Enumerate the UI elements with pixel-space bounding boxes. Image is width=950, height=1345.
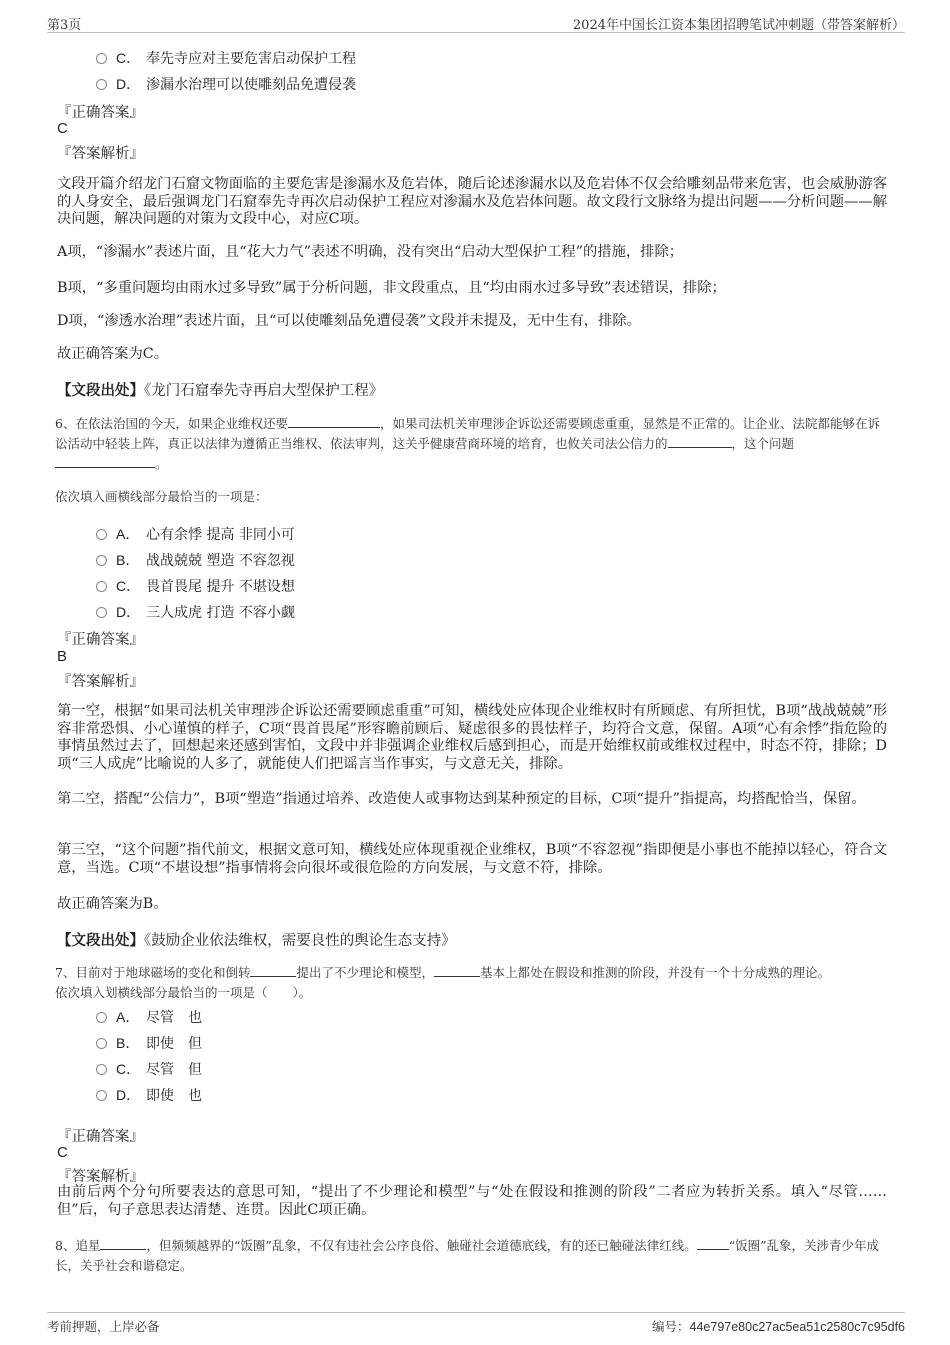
- analysis-paragraph: 文段开篇介绍龙门石窟文物面临的主要危害是渗漏水及危岩体，随后论述渗漏水以及危岩体不仅会给雕刻品带来危害，也会威胁游客的人身安全，最后强调龙门石窟奉先寺再次启动保护工程应对渗漏水及危岩体问题。故文段行文脉络为提出问题——分析问题——解决问题，解决问题的对策为文段中心，对应C项。: [57, 176, 887, 227]
- source-citation: 【文段出处】《龙门石窟奉先寺再启大型保护工程》: [57, 382, 384, 399]
- radio-icon[interactable]: [96, 79, 107, 90]
- analysis-conclusion: 故正确答案为C。: [57, 346, 169, 362]
- correct-answer-label: 『正确答案』: [57, 105, 144, 121]
- analysis-paragraph: 由前后两个分句所要表达的意思可知，“提出了不少理论和模型”与“处在假设和推测的阶段”二者应为转折关系。填入“尽管……但”后，句子意思表达清楚、连贯。因此C项正确。: [57, 1184, 887, 1218]
- question-7-instruction: 依次填入划横线部分最恰当的一项是（ ）。: [55, 985, 312, 1000]
- page-header: [47, 12, 905, 33]
- analysis-paragraph: 第三空，“这个问题”指代前文，根据文意可知，横线处应体现重视企业维权，B项“不容忽视”指即便是小事也不能掉以轻心，符合文意，当选。C项“不堪设想”指事情将会向很坏或很危险的方向发展，与文意不符，排除。: [57, 842, 887, 876]
- option-c[interactable]: C． 畏首畏尾 提升 不堪设想: [96, 576, 295, 596]
- radio-icon[interactable]: [96, 581, 107, 592]
- correct-answer-label: 『正确答案』: [57, 1129, 144, 1145]
- blank: [55, 455, 155, 468]
- analysis-paragraph: 第一空，根据“如果司法机关审理涉企诉讼还需要顾虑重重”可知，横线处应体现企业维权时有所顾虑、有所担忧，B项“战战兢兢”形容非常恐惧、小心谨慎的样子，C项“畏首畏尾”形容瞻前顾后、疑虑很多的畏怯样子，均符合文意，保留。A项“心有余悸”指危险的事情虽然过去了，回想起来还感到害怕，文段中并非强调企业维权后感到担心，而是开始维权前或维权过程中，时态不符，排除；D项“三人成虎”比喻说的人多了，就能使人们把谣言当作事实，与文意无关，排除。: [57, 703, 887, 772]
- option-a[interactable]: A． 心有余悸 提高 非同小可: [96, 524, 295, 544]
- radio-icon[interactable]: [96, 53, 107, 64]
- blank: [288, 415, 380, 428]
- analysis-paragraph: B项，“多重问题均由雨水过多导致”属于分析问题，非文段重点，且“均由雨水过多导致”表述错误，排除；: [57, 280, 726, 296]
- option-c[interactable]: C． 尽管 但: [96, 1059, 202, 1079]
- option-d[interactable]: D． 即使 也: [96, 1085, 202, 1105]
- radio-icon[interactable]: [96, 1090, 107, 1101]
- radio-icon[interactable]: [96, 1038, 107, 1049]
- analysis-label: 『答案解析』: [57, 674, 144, 690]
- page-number: 第3页: [47, 18, 82, 33]
- option-d[interactable]: D． 三人成虎 打造 不容小觑: [96, 602, 295, 622]
- correct-answer: B: [57, 648, 68, 665]
- analysis-conclusion: 故正确答案为B。: [57, 896, 168, 912]
- source-citation: 【文段出处】《鼓励企业依法维权，需要良性的舆论生态支持》: [57, 932, 456, 949]
- question-8-stem: 8、追星 ，但频频越界的“饭圈”乱象，不仅有违社会公序良俗、触碰社会道德底线，有的还已触碰法律红线。 “饭圈”乱象，关涉青少年成长，关乎社会和谐稳定。: [55, 1238, 880, 1273]
- analysis-paragraph: D项，“渗透水治理”表述片面，且“可以使雕刻品免遭侵袭”文段并未提及，无中生有，排除。: [57, 313, 641, 329]
- analysis-label: 『答案解析』: [57, 1169, 144, 1185]
- option-b[interactable]: B． 即使 但: [96, 1033, 202, 1053]
- option-b[interactable]: B． 战战兢兢 塑造 不容忽视: [96, 550, 295, 570]
- footer-slogan: 考前押题，上岸必备: [47, 1319, 160, 1334]
- radio-icon[interactable]: [96, 529, 107, 540]
- question-7-stem: 7、目前对于地球磁场的变化和倒转 提出了不少理论和模型， 基本上都处在假设和推测的阶段，并没有一个十分成熟的理论。: [55, 965, 830, 980]
- blank: [668, 435, 732, 448]
- radio-icon[interactable]: [96, 1064, 107, 1075]
- document-title: 2024年中国长江资本集团招聘笔试冲刺题（带答案解析）: [572, 18, 905, 33]
- question-6-stem: 6、在依法治国的今天，如果企业维权还要 ，如果司法机关审理涉企诉讼还需要顾虑重重，显然是不正常的。让企业、法院都能够在诉讼活动中轻装上阵，真正以法律为遵循正当维权、依法审判，这关乎健康营商环境的培育，也攸关司法公信力的 ，这个问题。: [55, 416, 880, 471]
- analysis-paragraph: A项，“渗漏水”表述片面，且“花大力气”表述不明确，没有突出“启动大型保护工程”的措施，排除；: [57, 244, 684, 260]
- correct-answer: C: [57, 120, 68, 137]
- radio-icon[interactable]: [96, 607, 107, 618]
- blank: [250, 964, 296, 977]
- analysis-paragraph: 第二空，搭配“公信力”，B项“塑造”指通过培养、改造使人或事物达到某种预定的目标，C项“提升”指提高，均搭配恰当，保留。: [57, 791, 866, 807]
- radio-icon[interactable]: [96, 555, 107, 566]
- blank: [434, 964, 480, 977]
- blank: [697, 1237, 729, 1250]
- correct-answer-label: 『正确答案』: [57, 632, 144, 648]
- question-6-instruction: 依次填入画横线部分最恰当的一项是：: [55, 489, 268, 504]
- analysis-label: 『答案解析』: [57, 146, 144, 162]
- option-c[interactable]: C． 奉先寺应对主要危害启动保护工程: [96, 48, 356, 68]
- correct-answer: C: [57, 1144, 68, 1161]
- radio-icon[interactable]: [96, 1012, 107, 1023]
- document-id: 编号：44e797e80c27ac5ea51c2580c7c95df6: [652, 1320, 905, 1334]
- page-footer: [47, 1312, 905, 1335]
- option-a[interactable]: A． 尽管 也: [96, 1007, 202, 1027]
- option-d[interactable]: D． 渗漏水治理可以使雕刻品免遭侵袭: [96, 74, 356, 94]
- blank: [100, 1237, 146, 1250]
